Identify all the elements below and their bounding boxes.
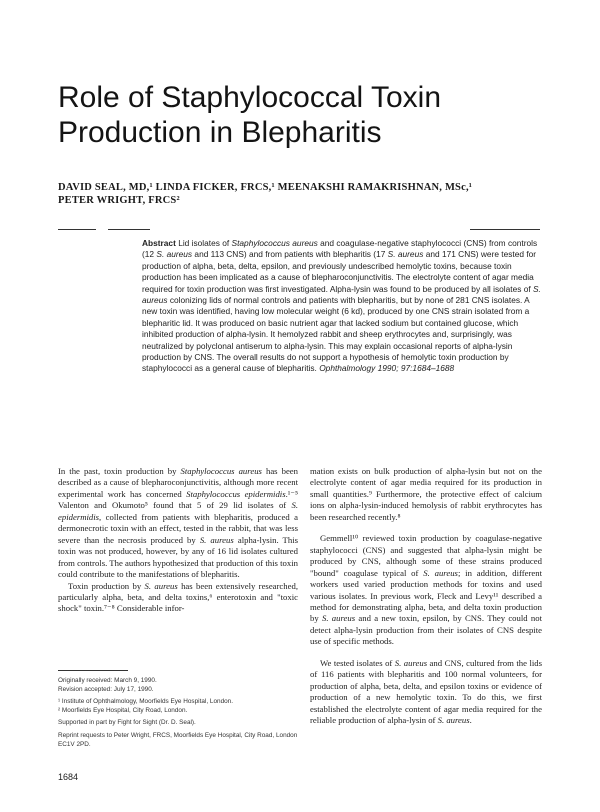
body-paragraph: Gemmell¹⁰ reviewed toxin production by coagulase-negative staphylococci (CNS) and suggested that alpha-lysin might be produced by CNS, although some of these strains produced "bound" coagulase typical of S. aureus; in addition, different workers used varied production methods for toxins and used various isolates. In previous work, Fleck and Levy¹¹ described a method for demonstrating alpha, beta, and delta toxin production by S. aureus and a new toxin, epsilon, by CNS. They could not detect alpha-lysin production from their isolates of CNS despite use of specific methods.	[310, 533, 543, 647]
divider-rule	[470, 229, 540, 230]
body-paragraph: We tested isolates of S. aureus and CNS, cultured from the lids of 116 patients with blepharitis and 100 normal volunteers, for production of alpha, beta, delta, and epsilon toxins or evidence of production of a new hemolytic toxin. To do this, we first established the electrolyte content of agar media required for the reliable production of alpha-lysin of S. aureus.	[310, 657, 543, 726]
body-column-left	[58, 466, 298, 615]
abstract-label: Abstract	[142, 238, 176, 248]
abstract	[142, 238, 544, 375]
abstract-body: Lid isolates of Staphylococcus aureus and coagulase-negative staphylococci (CNS) from controls (12 S. aureus and 113 CNS) and from patients with blepharitis (17 S. aureus and 171 CNS) were tested for production of alpha, beta, delta, epsilon, and previously undescribed hemolytic toxins, because toxin production has been implicated as a cause of blepharoconjunctivitis. The electrolyte content of agar media required for toxin production was first investigated. Alpha-lysin was found to be produced by all isolates of S. aureus colonizing lids of normal controls and patients with blepharitis, but by none of 281 CNS isolates. A new toxin was identified, having low molecular weight (6 kd), produced by one CNS strain isolated from a blepharitic lid. It was produced on basic nutrient agar that lacked sodium but contained glucose, which inhibited production of alpha-lysin. It hemolyzed rabbit and sheep erythrocytes and, surprisingly, was neutralized by polyclonal antiserum to alpha-lysin. This may explain occasional reports of alpha-lysin production by CNS. The overall results do not support a hypothesis of hemolytic toxin production by staphylococci as a general cause of blepharitis. Ophthalmology 1990; 97:1684–1688	[142, 238, 541, 374]
footnote-rule	[58, 670, 128, 671]
article-title: Role of Staphylococcal Toxin Production in Blepharitis	[58, 81, 441, 149]
footnotes	[58, 677, 298, 753]
body-paragraph: Toxin production by S. aureus has been extensively researched, particularly alpha, beta, and delta toxins,⁶ enterotoxin and "toxic shock" toxin.⁷⁻⁸ Considerable infor-	[58, 580, 298, 614]
footnote-dates: Originally received: March 9, 1990. Revision accepted: July 17, 1990.	[58, 677, 157, 693]
author-2: LINDA FICKER, FRCS,¹	[155, 182, 275, 193]
body-paragraph: mation exists on bulk production of alpha-lysin but not on the electrolyte content of agar media required for its production in small quantities.⁹ Furthermore, the protective effect of calcium ions on alpha-lysin-induced hemolysis of rabbit erythrocytes has been researched recently.⁸	[310, 466, 542, 522]
author-3: MEENAKSHI RAMAKRISHNAN, MSc,¹	[277, 182, 473, 193]
footnote-reprints: Reprint requests to Peter Wright, FRCS, Moorfields Eye Hospital, City Road, London EC1V 2PD.	[58, 731, 298, 748]
body-column-right	[310, 466, 542, 727]
footnote-support: Supported in part by Fight for Sight (Dr. D. Seal).	[58, 719, 196, 727]
divider-rule	[108, 229, 150, 230]
divider-rule	[58, 229, 96, 230]
footnote-affiliations: ¹ Institute of Ophthalmology, Moorfields Eye Hospital, London. ² Moorfields Eye Hospital, City Road, London.	[58, 698, 234, 714]
author-list	[58, 181, 558, 207]
author-1: DAVID SEAL, MD,¹	[58, 182, 153, 193]
author-4: PETER WRIGHT, FRCS²	[58, 195, 180, 206]
body-paragraph: In the past, toxin production by Staphylococcus aureus has been described as a cause of blepharoconjunctivitis, although more recent experimental work has concerned Staphylococcus epidermidis.¹⁻⁵ Valenton and Okumoto⁵ found that 5 of 29 lid isolates of S. epidermidis, collected from patients with blepharitis, produced a dermonecrotic toxin with an effect, tested in the rabbit, that was less severe than the necrosis produced by S. aureus alpha-lysin. This toxin was not produced, however, by any of 16 lid isolates cultured from controls. The authors hypothesized that production of this toxin could contribute to the manifestations of blepharitis.	[58, 466, 298, 580]
page-number: 1684	[58, 772, 79, 782]
